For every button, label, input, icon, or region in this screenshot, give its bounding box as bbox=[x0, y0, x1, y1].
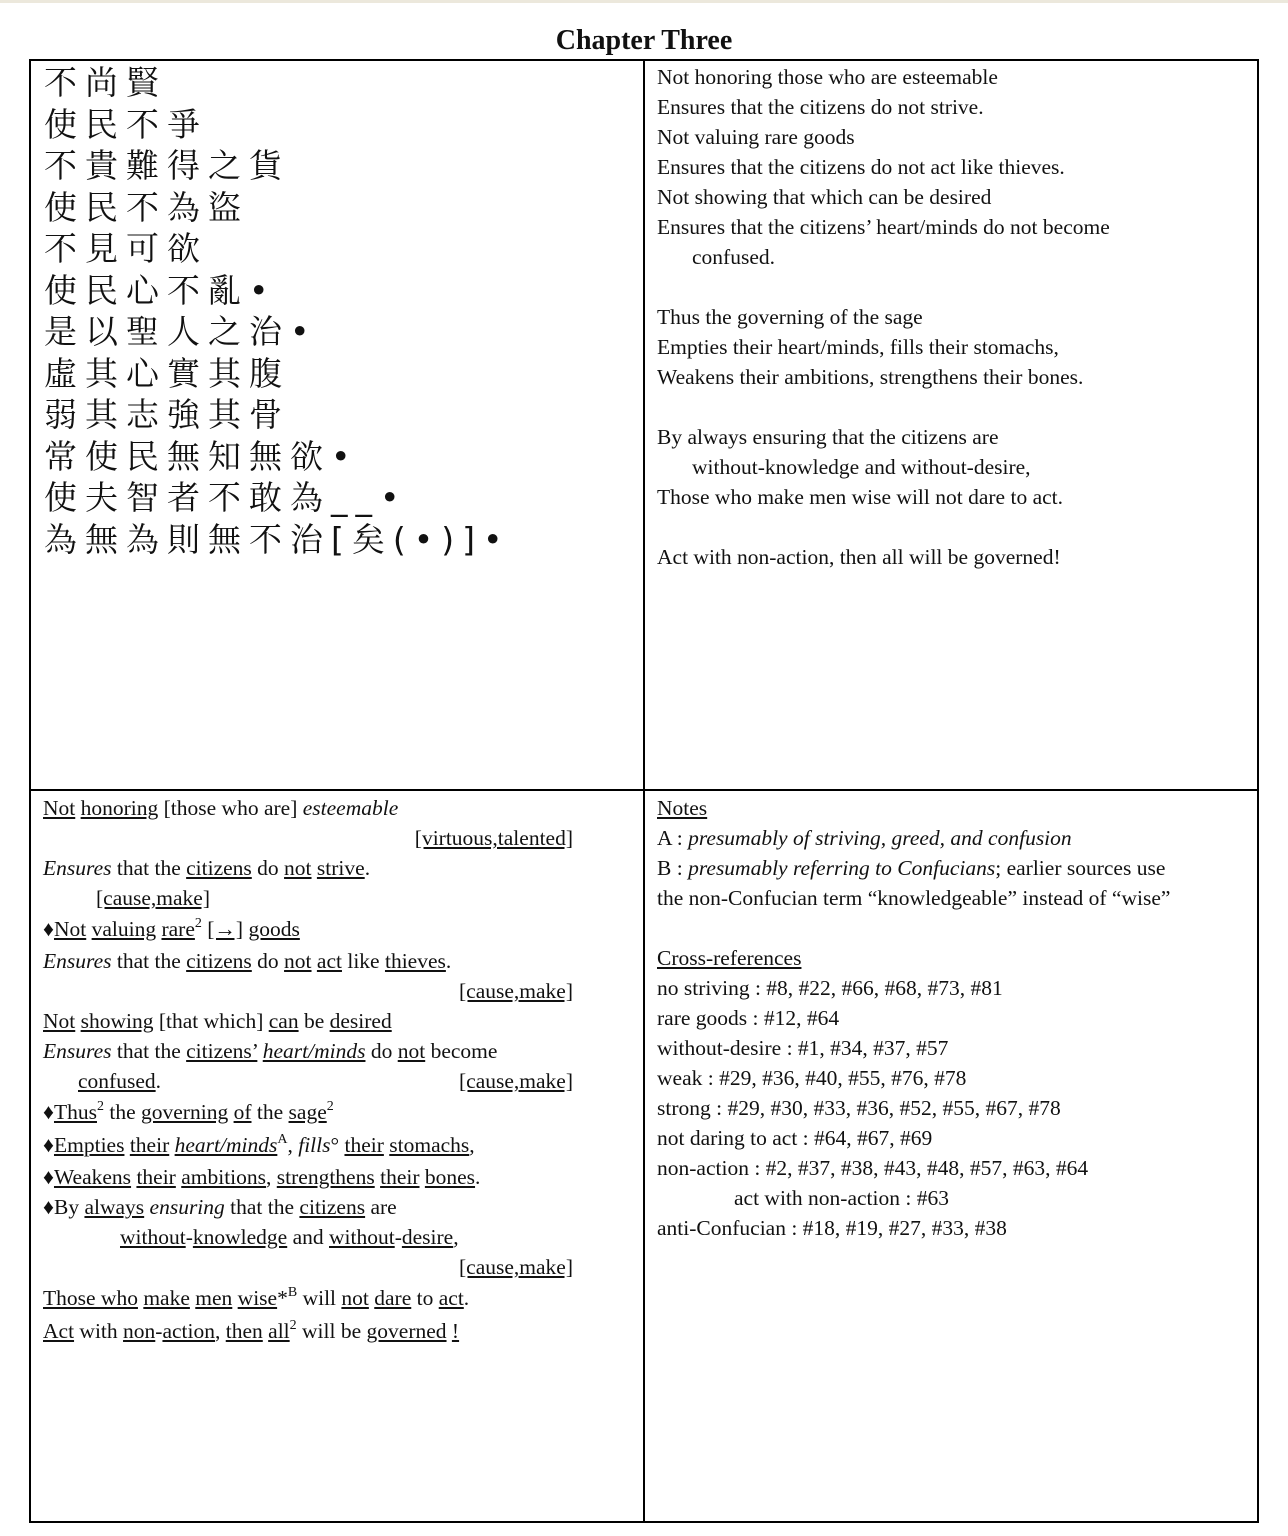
cross-references-heading: Cross-references bbox=[657, 946, 802, 970]
page-title: Chapter Three bbox=[555, 25, 733, 56]
chinese-line: 使民不爭 bbox=[44, 104, 208, 144]
translation-line: Ensures that the citizens do not act like thieves. bbox=[657, 155, 1065, 179]
gloss-line: [cause,make] bbox=[459, 979, 573, 1003]
chinese-line: 虛其心實其腹 bbox=[44, 353, 290, 393]
note-a: A : presumably of striving, greed, and confusion bbox=[657, 826, 1072, 850]
chinese-line: 不貴難得之貨 bbox=[44, 146, 290, 185]
gloss-cell bbox=[43, 793, 633, 1348]
chinese-text-cell bbox=[44, 62, 634, 560]
translation-cell bbox=[657, 62, 1247, 572]
gloss-line: ♦By always ensuring that the citizens are bbox=[43, 1195, 397, 1219]
translation-line: Not honoring those who are esteemable bbox=[657, 65, 998, 89]
cross-reference: strong : #29, #30, #33, #36, #52, #55, #67, #78 bbox=[657, 1096, 1061, 1120]
cross-reference: weak : #29, #36, #40, #55, #76, #78 bbox=[657, 1066, 967, 1090]
cross-reference: no striving : #8, #22, #66, #68, #73, #81 bbox=[657, 976, 1003, 1000]
note-b: B : presumably referring to Confucians; earlier sources use bbox=[657, 856, 1166, 880]
chinese-line: 是以聖人之治• bbox=[44, 312, 318, 351]
gloss-line: Ensures that the citizens do not strive. bbox=[43, 856, 371, 880]
top-border bbox=[0, 0, 1288, 3]
translation-line: Ensures that the citizens do not strive. bbox=[657, 95, 984, 119]
chinese-line: 弱其志強其骨 bbox=[44, 395, 290, 434]
gloss-line: Not showing [that which] can be desired bbox=[43, 1009, 392, 1033]
gloss-line: ♦Thus$^2$ the governing of the sage$^2$ bbox=[43, 1099, 334, 1124]
gloss-line: [virtuous,talented] bbox=[414, 826, 573, 850]
column-divider bbox=[643, 59, 645, 1523]
translation-line: Act with non-action, then all will be governed! bbox=[657, 545, 1061, 569]
translation-line: confused. bbox=[692, 245, 775, 269]
cross-reference: rare goods : #12, #64 bbox=[657, 1006, 840, 1030]
translation-line: By always ensuring that the citizens are bbox=[657, 425, 999, 449]
chinese-line: 使民心不亂• bbox=[44, 270, 277, 310]
translation-line: Those who make men wise will not dare to act. bbox=[657, 485, 1064, 509]
translation-line: without-knowledge and without-desire, bbox=[692, 455, 1031, 479]
gloss-line: confused. [cause,make] bbox=[78, 1069, 573, 1093]
gloss-line: ♦Weakens their ambitions, strengthens their bones. bbox=[43, 1165, 481, 1189]
chinese-line: 不尚賢 bbox=[44, 63, 167, 102]
gloss-line: Not honoring [those who are] esteemable bbox=[43, 796, 399, 820]
chinese-line: 不見可欲 bbox=[44, 229, 208, 268]
gloss-line: without-knowledge and without-desire, bbox=[120, 1225, 459, 1249]
translation-line: Not showing that which can be desired bbox=[657, 185, 992, 209]
chinese-line: 常使民無知無欲• bbox=[44, 436, 359, 476]
translation-line: Empties their heart/minds, fills their stomachs, bbox=[657, 335, 1059, 359]
gloss-line: Ensures that the citizens’ heart/minds do not become bbox=[43, 1039, 498, 1063]
cross-reference: non-action : #2, #37, #38, #43, #48, #57, #63, #64 bbox=[657, 1156, 1089, 1180]
chinese-line: 使夫智者不敢為__• bbox=[44, 478, 408, 517]
cross-reference: anti-Confucian : #18, #19, #27, #33, #38 bbox=[657, 1216, 1007, 1240]
gloss-line: Those who make men wise*$^B$ will not dare to act. bbox=[43, 1285, 470, 1310]
translation-line: Ensures that the citizens’ heart/minds do not become bbox=[657, 215, 1110, 239]
gloss-line: Act with non-action, then all$^2$ will be governed ! bbox=[43, 1318, 460, 1343]
chinese-line: 使民不為盜 bbox=[44, 187, 249, 227]
translation-line: Weakens their ambitions, strengthens their bones. bbox=[657, 365, 1084, 389]
chinese-line: 為無為則無不治[矣(•)]• bbox=[44, 519, 511, 559]
gloss-line: ♦Empties their heart/minds$^A$, fills° their stomachs, bbox=[43, 1132, 475, 1157]
cross-reference: not daring to act : #64, #67, #69 bbox=[657, 1126, 933, 1150]
gloss-line: ♦Not valuing rare$^2$ [→] goods bbox=[43, 916, 300, 941]
cross-reference: act with non-action : #63 bbox=[734, 1186, 949, 1210]
translation-line: Thus the governing of the sage bbox=[657, 305, 923, 329]
gloss-line: [cause,make] bbox=[96, 886, 210, 910]
translation-line: Not valuing rare goods bbox=[657, 125, 855, 149]
cross-reference: without-desire : #1, #34, #37, #57 bbox=[657, 1036, 949, 1060]
gloss-line: Ensures that the citizens do not act like thieves. bbox=[43, 949, 452, 973]
notes-cell bbox=[657, 793, 1247, 1243]
note-b-continued: the non-Confucian term “knowledgeable” instead of “wise” bbox=[657, 886, 1171, 910]
gloss-line: [cause,make] bbox=[459, 1255, 573, 1279]
notes-heading: Notes bbox=[657, 796, 708, 820]
row-divider bbox=[29, 789, 1259, 791]
